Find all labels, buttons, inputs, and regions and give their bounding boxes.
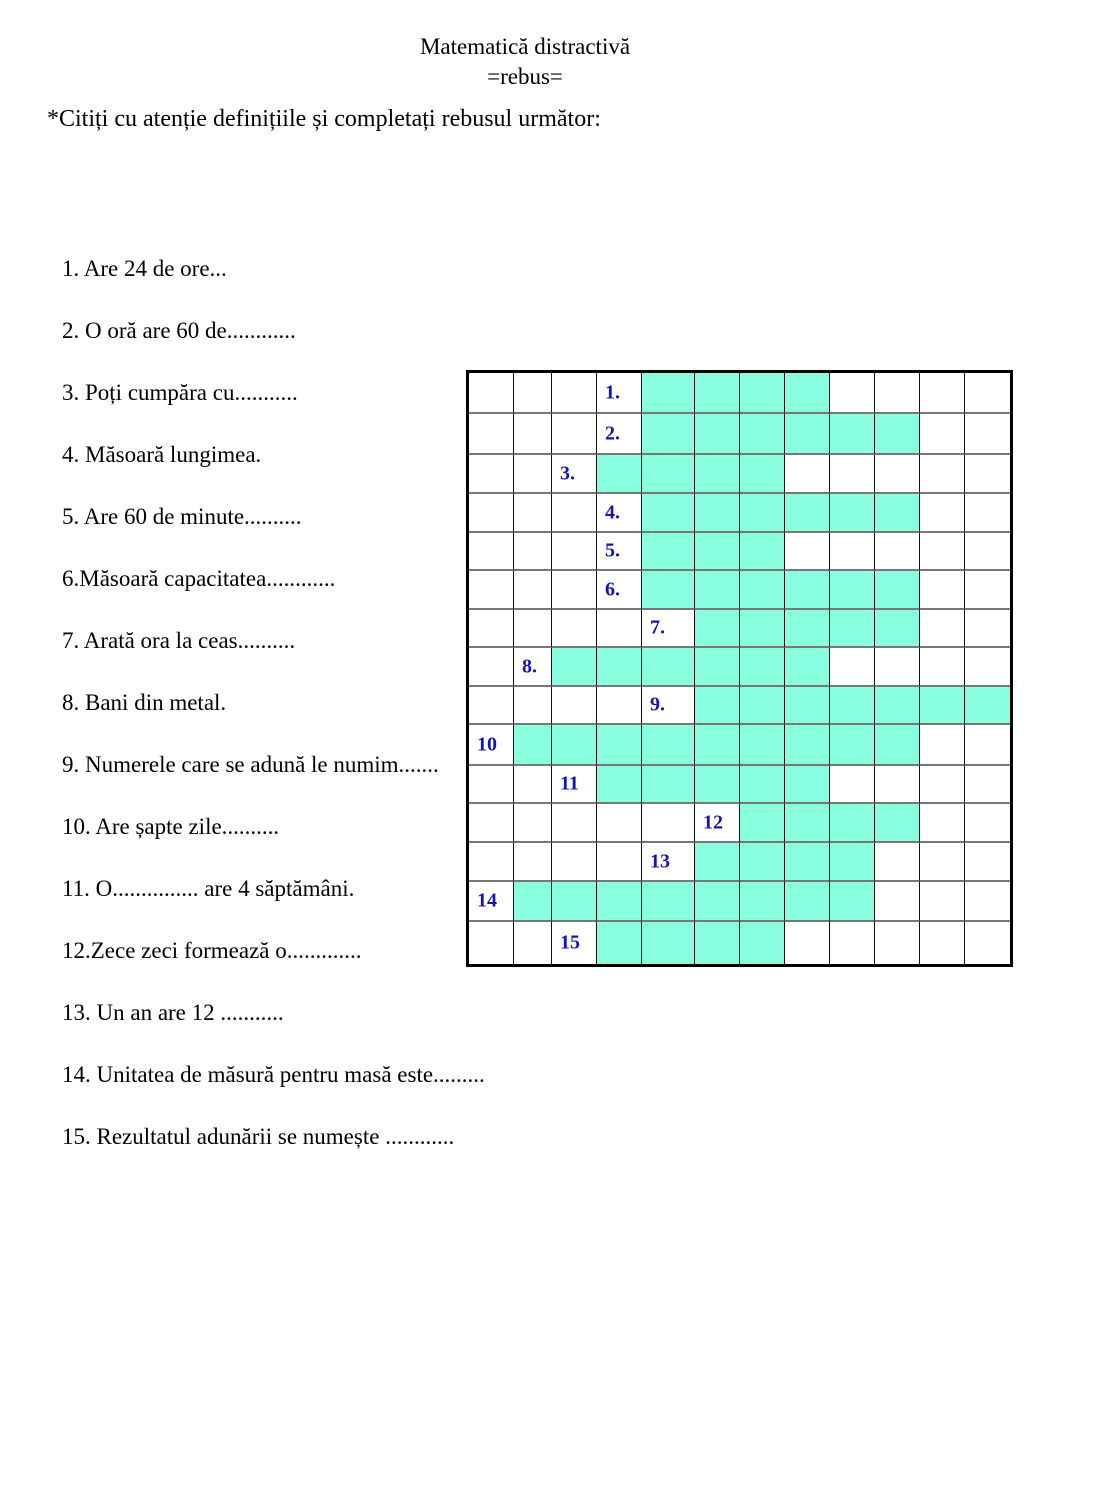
answer-cell[interactable]	[830, 687, 875, 725]
grid-cell	[965, 882, 1010, 922]
grid-cell	[875, 455, 920, 494]
answer-cell[interactable]	[875, 804, 920, 843]
grid-cell	[469, 882, 514, 922]
clue-number: 3.	[560, 462, 575, 484]
grid-cell	[785, 455, 830, 494]
grid-cell	[514, 373, 552, 414]
answer-cell[interactable]	[740, 533, 785, 571]
clue-6: 6.Măsoară capacitatea............	[62, 566, 336, 591]
answer-cell[interactable]	[785, 804, 830, 843]
answer-cell[interactable]	[920, 687, 965, 725]
clue-number: 7.	[650, 616, 665, 639]
answer-cell[interactable]	[740, 414, 785, 455]
grid-cell	[552, 766, 597, 804]
grid-cell	[597, 373, 642, 414]
answer-cell[interactable]	[642, 882, 695, 922]
grid-cell	[920, 494, 965, 533]
answer-cell[interactable]	[830, 571, 875, 610]
answer-cell[interactable]	[740, 494, 785, 533]
grid-cell	[785, 922, 830, 964]
grid-cell	[920, 922, 965, 964]
answer-cell[interactable]	[875, 494, 920, 533]
clue-7: 7. Arată ora la ceas..........	[62, 628, 296, 653]
grid-cell	[469, 373, 514, 414]
grid-cell	[552, 922, 597, 964]
grid-cell	[469, 766, 514, 804]
page-title: Matematică distractivă	[419, 34, 631, 59]
clue-number: 10	[477, 733, 497, 755]
clue-number: 1.	[605, 381, 620, 403]
grid-cell	[597, 804, 642, 843]
grid-cell	[552, 533, 597, 571]
grid-cell	[642, 610, 695, 648]
grid-cell	[469, 687, 514, 725]
grid-cell	[965, 725, 1010, 766]
grid-cell	[920, 766, 965, 804]
grid-cell	[514, 922, 552, 964]
grid-cell	[642, 687, 695, 725]
grid-cell	[830, 455, 875, 494]
grid-cell	[552, 373, 597, 414]
grid-cell	[552, 687, 597, 725]
answer-cell[interactable]	[695, 610, 740, 648]
answer-cell[interactable]	[740, 455, 785, 494]
answer-cell[interactable]	[695, 373, 740, 414]
grid-cell	[920, 725, 965, 766]
grid-cell	[469, 725, 514, 766]
answer-cell[interactable]	[875, 571, 920, 610]
answer-cell[interactable]	[695, 882, 740, 922]
answer-cell[interactable]	[830, 804, 875, 843]
grid-cell	[875, 922, 920, 964]
answer-cell[interactable]	[875, 687, 920, 725]
clue-13: 13. Un an are 12 ...........	[62, 1000, 284, 1025]
grid-cell	[965, 766, 1010, 804]
grid-cell	[469, 648, 514, 687]
answer-cell[interactable]	[642, 414, 695, 455]
grid-cell	[830, 648, 875, 687]
answer-cell[interactable]	[597, 882, 642, 922]
grid-cell	[920, 843, 965, 882]
grid-cell	[830, 373, 875, 414]
clue-number: 14	[477, 889, 497, 912]
grid-cell	[695, 804, 740, 843]
grid-cell	[552, 571, 597, 610]
grid-cell	[830, 533, 875, 571]
grid-cell	[875, 373, 920, 414]
clue-number: 9.	[650, 693, 665, 716]
answer-cell[interactable]	[695, 494, 740, 533]
answer-cell[interactable]	[695, 648, 740, 687]
answer-cell[interactable]	[642, 373, 695, 414]
answer-cell[interactable]	[740, 882, 785, 922]
answer-cell[interactable]	[695, 533, 740, 571]
grid-cell	[875, 533, 920, 571]
grid-cell	[965, 610, 1010, 648]
grid-cell	[920, 533, 965, 571]
grid-cell	[469, 610, 514, 648]
clue-9: 9. Numerele care se adună le numim.......	[62, 752, 439, 777]
grid-cell	[552, 610, 597, 648]
clue-15: 15. Rezultatul adunării se numește ............	[62, 1124, 455, 1149]
clue-number: 6.	[605, 578, 620, 600]
clue-number: 5.	[605, 539, 620, 562]
answer-cell[interactable]	[875, 610, 920, 648]
answer-cell[interactable]	[875, 725, 920, 766]
grid-cell	[552, 804, 597, 843]
answer-cell[interactable]	[552, 648, 597, 687]
grid-cell	[597, 414, 642, 455]
answer-cell[interactable]	[965, 687, 1010, 725]
grid-cell	[875, 843, 920, 882]
clue-3: 3. Poți cumpăra cu...........	[62, 380, 298, 405]
answer-cell[interactable]	[830, 610, 875, 648]
grid-cell	[552, 455, 597, 494]
grid-cell	[514, 766, 552, 804]
answer-cell[interactable]	[785, 414, 830, 455]
grid-cell	[965, 373, 1010, 414]
grid-cell	[469, 414, 514, 455]
answer-cell[interactable]	[695, 571, 740, 610]
clue-number: 12	[703, 811, 723, 833]
answer-cell[interactable]	[642, 766, 695, 804]
grid-cell	[552, 494, 597, 533]
clue-number: 15	[560, 931, 580, 954]
grid-cell	[965, 455, 1010, 494]
answer-cell[interactable]	[642, 725, 695, 766]
grid-cell	[920, 414, 965, 455]
grid-cell	[469, 571, 514, 610]
grid-cell	[514, 843, 552, 882]
grid-cell	[514, 648, 552, 687]
grid-cell	[469, 843, 514, 882]
grid-cell	[875, 766, 920, 804]
answer-cell[interactable]	[785, 725, 830, 766]
clue-number: 13	[650, 850, 670, 872]
grid-cell	[875, 882, 920, 922]
answer-cell[interactable]	[597, 455, 642, 494]
answer-cell[interactable]	[552, 882, 597, 922]
answer-cell[interactable]	[785, 373, 830, 414]
grid-cell	[597, 533, 642, 571]
clue-10: 10. Are șapte zile..........	[62, 814, 280, 839]
answer-cell[interactable]	[740, 766, 785, 804]
grid-cell	[965, 843, 1010, 882]
clue-14: 14. Unitatea de măsură pentru masă este.........	[62, 1062, 485, 1087]
clue-12: 12.Zece zeci formează o.............	[62, 938, 362, 963]
answer-cell[interactable]	[830, 843, 875, 882]
grid-cell	[514, 610, 552, 648]
grid-cell	[920, 455, 965, 494]
grid-cell	[642, 843, 695, 882]
grid-cell	[785, 533, 830, 571]
answer-cell[interactable]	[740, 687, 785, 725]
answer-cell[interactable]	[740, 610, 785, 648]
grid-cell	[469, 494, 514, 533]
grid-cell	[920, 648, 965, 687]
grid-cell	[552, 843, 597, 882]
clue-number: 4.	[605, 501, 620, 523]
grid-cell	[875, 648, 920, 687]
answer-cell[interactable]	[514, 725, 552, 766]
grid-cell	[965, 414, 1010, 455]
grid-cell	[514, 571, 552, 610]
grid-cell	[965, 571, 1010, 610]
page-subtitle: =rebus=	[487, 64, 563, 89]
grid-cell	[469, 804, 514, 843]
clue-2: 2. O oră are 60 de............	[62, 318, 296, 343]
grid-cell	[514, 494, 552, 533]
answer-cell[interactable]	[695, 455, 740, 494]
answer-cell[interactable]	[830, 414, 875, 455]
crossword-grid	[466, 370, 1013, 967]
grid-cell	[830, 922, 875, 964]
grid-cell	[965, 648, 1010, 687]
answer-cell[interactable]	[875, 414, 920, 455]
answer-cell[interactable]	[695, 414, 740, 455]
grid-cell	[552, 414, 597, 455]
answer-cell[interactable]	[740, 843, 785, 882]
answer-cell[interactable]	[785, 494, 830, 533]
answer-cell[interactable]	[785, 843, 830, 882]
grid-cell	[597, 610, 642, 648]
grid-cell	[920, 610, 965, 648]
grid-cell	[514, 414, 552, 455]
answer-cell[interactable]	[785, 610, 830, 648]
grid-cell	[920, 373, 965, 414]
grid-cell	[920, 571, 965, 610]
answer-cell[interactable]	[597, 766, 642, 804]
answer-cell[interactable]	[642, 571, 695, 610]
answer-cell[interactable]	[642, 455, 695, 494]
clue-11: 11. O............... are 4 săptămâni.	[62, 876, 355, 901]
answer-cell[interactable]	[597, 648, 642, 687]
grid-cell	[469, 455, 514, 494]
grid-cell	[514, 455, 552, 494]
answer-cell[interactable]	[740, 725, 785, 766]
answer-cell[interactable]	[695, 687, 740, 725]
answer-cell[interactable]	[740, 648, 785, 687]
answer-cell[interactable]	[785, 882, 830, 922]
grid-cell	[965, 533, 1010, 571]
answer-cell[interactable]	[552, 725, 597, 766]
clue-5: 5. Are 60 de minute..........	[62, 504, 302, 529]
answer-cell[interactable]	[695, 725, 740, 766]
answer-cell[interactable]	[642, 922, 695, 964]
answer-cell[interactable]	[740, 373, 785, 414]
answer-cell[interactable]	[740, 571, 785, 610]
answer-cell[interactable]	[830, 494, 875, 533]
grid-cell	[830, 766, 875, 804]
grid-cell	[469, 533, 514, 571]
grid-cell	[597, 843, 642, 882]
grid-cell	[597, 494, 642, 533]
answer-cell[interactable]	[642, 494, 695, 533]
answer-cell[interactable]	[830, 725, 875, 766]
answer-cell[interactable]	[740, 922, 785, 964]
answer-cell[interactable]	[695, 766, 740, 804]
answer-cell[interactable]	[785, 571, 830, 610]
answer-cell[interactable]	[695, 922, 740, 964]
answer-cell[interactable]	[830, 882, 875, 922]
answer-cell[interactable]	[597, 922, 642, 964]
clue-number: 8.	[522, 655, 537, 677]
grid-cell	[514, 687, 552, 725]
clue-8: 8. Bani din metal.	[62, 690, 227, 715]
grid-cell	[965, 922, 1010, 964]
answer-cell[interactable]	[642, 648, 695, 687]
clue-1: 1. Are 24 de ore...	[62, 256, 227, 281]
grid-cell	[514, 804, 552, 843]
clue-number: 11	[560, 772, 579, 795]
grid-cell	[965, 494, 1010, 533]
answer-cell[interactable]	[740, 804, 785, 843]
answer-cell[interactable]	[785, 648, 830, 687]
grid-cell	[920, 882, 965, 922]
grid-cell	[597, 687, 642, 725]
grid-cell	[920, 804, 965, 843]
answer-cell[interactable]	[597, 725, 642, 766]
grid-cell	[642, 804, 695, 843]
answer-cell[interactable]	[642, 533, 695, 571]
clue-4: 4. Măsoară lungimea.	[62, 442, 262, 467]
answer-cell[interactable]	[785, 766, 830, 804]
answer-cell[interactable]	[785, 687, 830, 725]
grid-cell	[514, 533, 552, 571]
answer-cell[interactable]	[514, 882, 552, 922]
grid-cell	[597, 571, 642, 610]
grid-cell	[965, 804, 1010, 843]
answer-cell[interactable]	[695, 843, 740, 882]
instruction-text: *Citiți cu atenție definițiile și completați rebusul următor:	[47, 106, 601, 132]
grid-cell	[469, 922, 514, 964]
clue-number: 2.	[605, 422, 620, 444]
